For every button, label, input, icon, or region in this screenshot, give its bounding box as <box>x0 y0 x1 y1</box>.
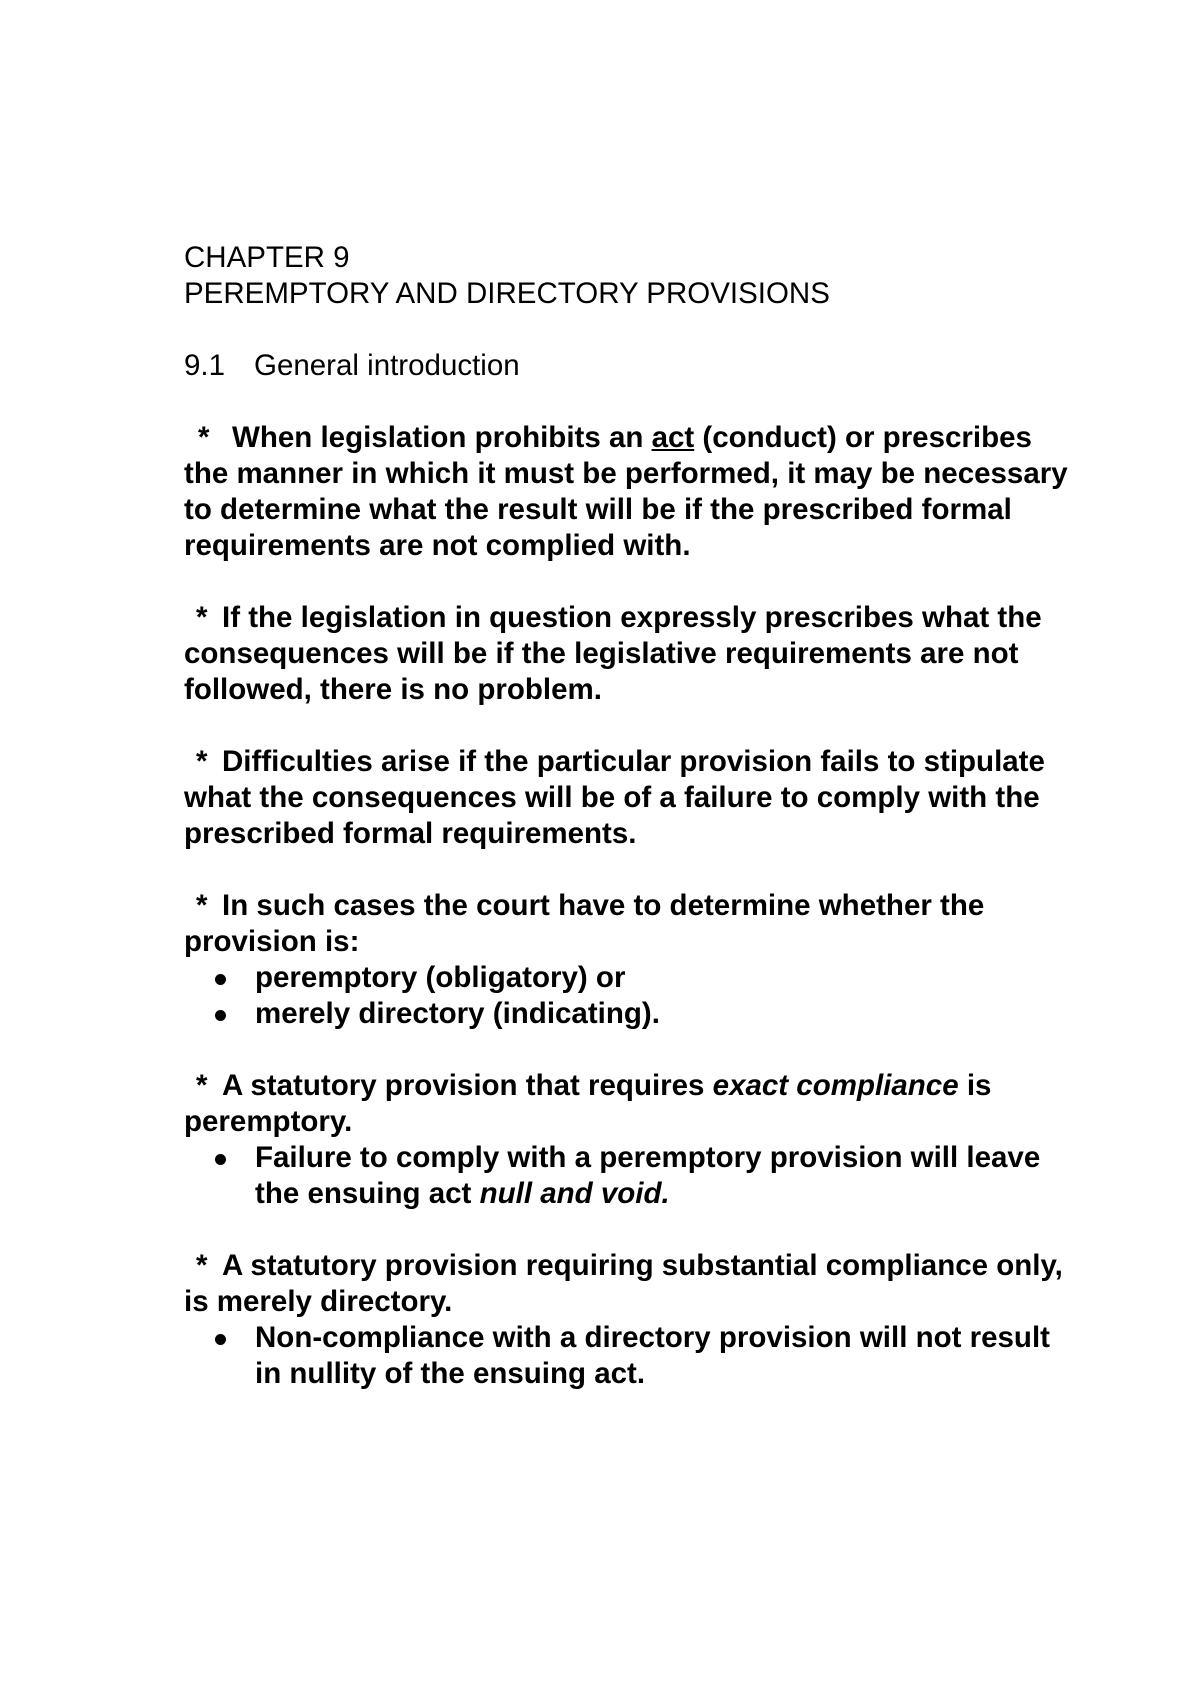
paragraph-1 <box>184 420 1084 564</box>
list-item-text: Failure to comply with a peremptory provision will leave the ensuing act <box>255 1141 1041 1210</box>
paragraph-6 <box>184 1248 1084 1392</box>
bullet-dot-icon <box>215 974 226 985</box>
paragraph-5-text-start: A statutory provision that requires <box>222 1069 713 1102</box>
asterisk-marker: * <box>196 889 208 922</box>
list-item <box>184 960 1084 996</box>
asterisk-marker: * <box>196 1069 208 1102</box>
chapter-title: PEREMPTORY AND DIRECTORY PROVISIONS <box>184 277 830 310</box>
peremptory-consequence-list <box>184 1140 1084 1212</box>
paragraph-5 <box>184 1068 1084 1212</box>
paragraph-6-text: A statutory provision requiring substantial compliance only, is merely directory. <box>184 1249 1063 1318</box>
list-item-text: peremptory (obligatory) or <box>255 961 626 994</box>
bullet-dot-icon <box>215 1154 226 1165</box>
paragraph-3 <box>184 744 1084 852</box>
list-item <box>184 996 1084 1032</box>
section-title: General introduction <box>254 349 520 382</box>
bullet-dot-icon <box>215 1010 226 1021</box>
provision-type-list <box>184 960 1084 1032</box>
list-item-text: Non-compliance with a directory provision will not result in nullity of the ensuing act. <box>255 1321 1050 1390</box>
directory-consequence-list <box>184 1320 1084 1392</box>
chapter-number: CHAPTER 9 <box>184 241 350 274</box>
paragraph-5-text-end: is peremptory. <box>184 1069 992 1138</box>
paragraph-3-text: Difficulties arise if the particular provision fails to stipulate what the consequences will be of a failure to comply with the prescribed formal requirements. <box>184 745 1045 850</box>
document-page <box>184 240 1084 1392</box>
asterisk-marker: * <box>196 601 208 634</box>
paragraph-2 <box>184 600 1084 708</box>
asterisk-marker: * <box>196 1249 208 1282</box>
bullet-dot-icon <box>215 1334 226 1345</box>
underlined-act: act <box>651 421 695 454</box>
italic-exact-compliance: exact compliance <box>712 1069 959 1102</box>
chapter-heading <box>184 240 1084 312</box>
italic-null-and-void: null and void. <box>479 1177 670 1210</box>
section-number: 9.1 <box>184 349 226 382</box>
list-item <box>184 1140 1084 1212</box>
paragraph-1-text-end: (conduct) or prescribes the manner in which it must be performed, it may be necessary to determine what the result will be if the prescribed formal requirements are not complied with. <box>184 421 1068 562</box>
paragraph-4 <box>184 888 1084 1032</box>
asterisk-marker: * <box>196 745 208 778</box>
paragraph-2-text: If the legislation in question expressly prescribes what the consequences will be if the legislative requirements are not followed, there is no problem. <box>184 601 1042 706</box>
paragraph-4-text: In such cases the court have to determine whether the provision is: <box>184 889 985 958</box>
list-item <box>184 1320 1084 1392</box>
paragraph-1-text-start: When legislation prohibits an <box>232 421 652 454</box>
list-item-text: merely directory (indicating). <box>255 997 660 1030</box>
asterisk-marker: * <box>198 421 210 454</box>
section-heading <box>184 348 1084 384</box>
